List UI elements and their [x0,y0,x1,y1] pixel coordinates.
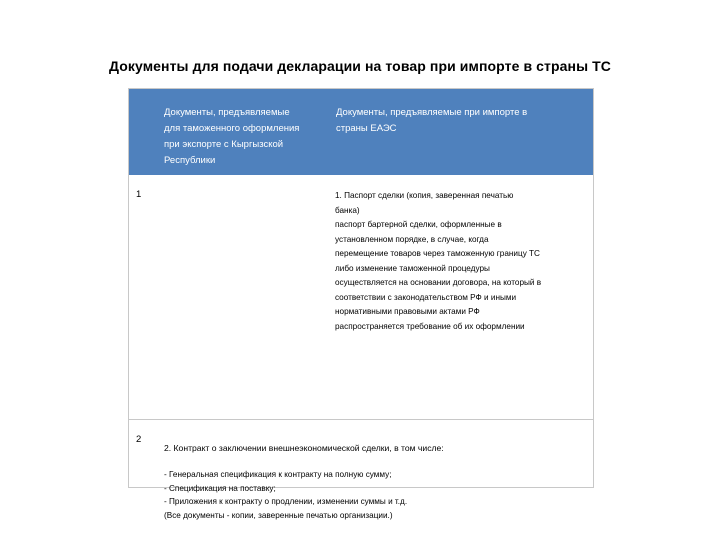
row-text-line: установленном порядке, в случае, когда [335,234,489,244]
row-number: 1 [136,189,142,200]
row-text-line: паспорт бартерной сделки, оформленные в [335,220,502,229]
header-col-export-line: Документы, предъявляемые [164,107,290,118]
row-text-line: 1. Паспорт сделки (копия, заверенная печатью [335,191,514,200]
row-text-line: нормативными правовыми актами РФ [335,307,480,316]
row-text-line: либо изменение таможенной процедуры [335,263,490,273]
row-text-line: распространяется требование об их оформлении [335,321,525,331]
header-col-export-line: Республики [164,155,216,166]
row-contract-list [164,468,584,522]
row-contract-heading: 2. Контракт о заключении внешнеэкономической сделки, в том числе: [164,443,444,453]
header-col-export-line: для таможенного оформления [164,123,300,134]
documents-table [128,88,594,520]
list-item: - Генеральная спецификация к контракту на полную сумму; [164,470,392,479]
row-import-documents [335,189,587,334]
row-text-line: перемещение товаров через таможенную границу ТС [335,249,540,258]
row-text-line: банка) [335,205,360,215]
table-row [129,175,593,420]
header-col-import-line: Документы, предъявляемые при импорте в [336,107,528,118]
header-col-export-line: при экспорте с Кыргызской [164,139,284,150]
page-title: Документы для подачи декларации на товар при импорте в страны ТС [108,58,611,74]
header-col-import [336,105,566,137]
row-text-line: соответствии с законодательством РФ и иными [335,292,517,302]
header-col-import-line: страны ЕАЭС [336,123,397,134]
list-item: - Спецификация на поставку; [164,483,276,493]
header-col-export [164,105,324,169]
row-text-line: осуществляется на основании договора, на который в [335,278,542,287]
list-item: (Все документы - копии, заверенные печатью организации.) [164,510,393,520]
table-row [129,420,593,520]
list-item: - Приложения к контракту о продлении, изменении суммы и т.д. [164,497,408,506]
table-header [129,89,593,175]
row-number: 2 [136,434,142,445]
